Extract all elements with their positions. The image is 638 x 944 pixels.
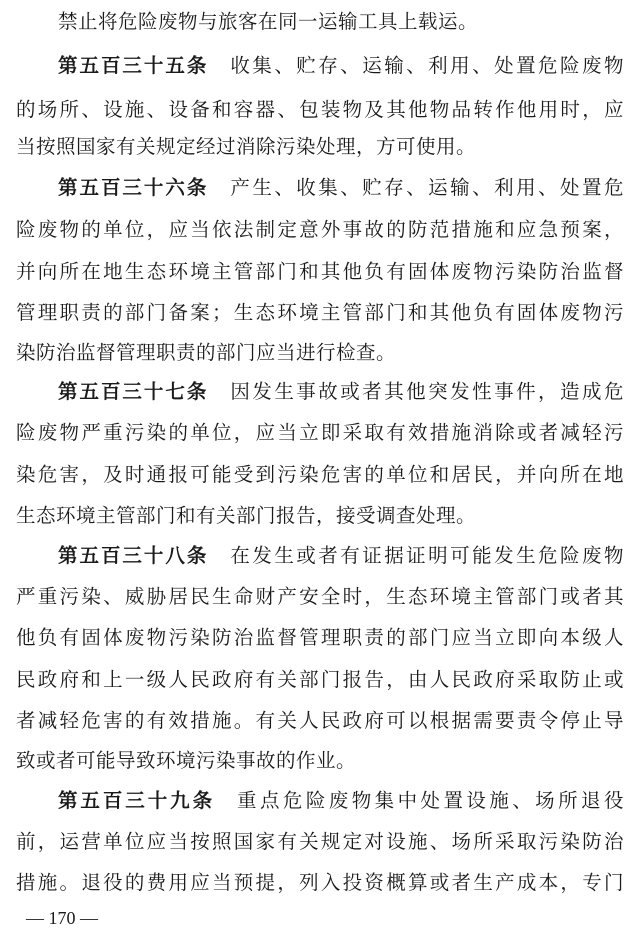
article-538-heading-line: 第五百三十八条 在发生或者有证据证明可能发生危险废物: [58, 544, 624, 567]
text-line: 民政府和上一级人民政府有关部门报告，由人民政府采取防止或: [16, 668, 624, 691]
text-line: 当按照国家有关规定经过消除污染处理，方可使用。: [16, 135, 477, 158]
article-number: 第五百三十五条: [58, 54, 209, 77]
text-line: 生态环境主管部门和有关部门报告，接受调查处理。: [16, 504, 477, 527]
article-number: 第五百三十六条: [58, 176, 209, 199]
article-number: 第五百三十九条: [58, 789, 216, 812]
article-number: 第五百三十八条: [58, 544, 209, 567]
text-line: 前，运营单位应当按照国家有关规定对设施、场所采取污染防治: [16, 830, 624, 853]
article-539-heading-line: 第五百三十九条 重点危险废物集中处置设施、场所退役: [58, 789, 624, 812]
text-line: 并向所在地生态环境主管部门和其他负有固体废物污染防治监督: [16, 260, 624, 283]
article-537-heading-line: 第五百三十七条 因发生事故或者其他突发性事件，造成危: [58, 380, 624, 403]
text-line: 险废物的单位，应当依法制定意外事故的防范措施和应急预案，: [16, 218, 624, 241]
text-line: 致或者可能导致环境污染事故的作业。: [16, 749, 357, 772]
text-line: 措施。退役的费用应当预提，列入投资概算或者生产成本，专门: [16, 871, 624, 894]
text-line: 严重污染、威胁居民生命财产安全时，生态环境主管部门或者其: [16, 585, 624, 608]
text-line: 者减轻危害的有效措施。有关人民政府可以根据需要责令停止导: [16, 709, 624, 732]
page-number: — 170 —: [26, 908, 98, 928]
article-number: 第五百三十七条: [58, 380, 209, 403]
text-line: 的场所、设施、设备和容器、包装物及其他物品转作他用时，应: [16, 98, 624, 121]
text-line: 险废物严重污染的单位，应当立即采取有效措施消除或者减轻污: [16, 421, 624, 444]
text-line: 禁止将危险废物与旅客在同一运输工具上载运。: [58, 10, 479, 33]
article-536-heading-line: 第五百三十六条 产生、收集、贮存、运输、利用、处置危: [58, 176, 624, 199]
text-line: 染危害，及时通报可能受到污染危害的单位和居民，并向所在地: [16, 463, 624, 486]
text-line: 管理职责的部门备案；生态环境主管部门和其他负有固体废物污: [16, 301, 624, 324]
article-535-heading-line: 第五百三十五条 收集、贮存、运输、利用、处置危险废物: [58, 54, 624, 77]
text-line: 他负有固体废物污染防治监督管理职责的部门应当立即向本级人: [16, 626, 624, 649]
text-line: 染防治监督管理职责的部门应当进行检查。: [16, 341, 397, 364]
